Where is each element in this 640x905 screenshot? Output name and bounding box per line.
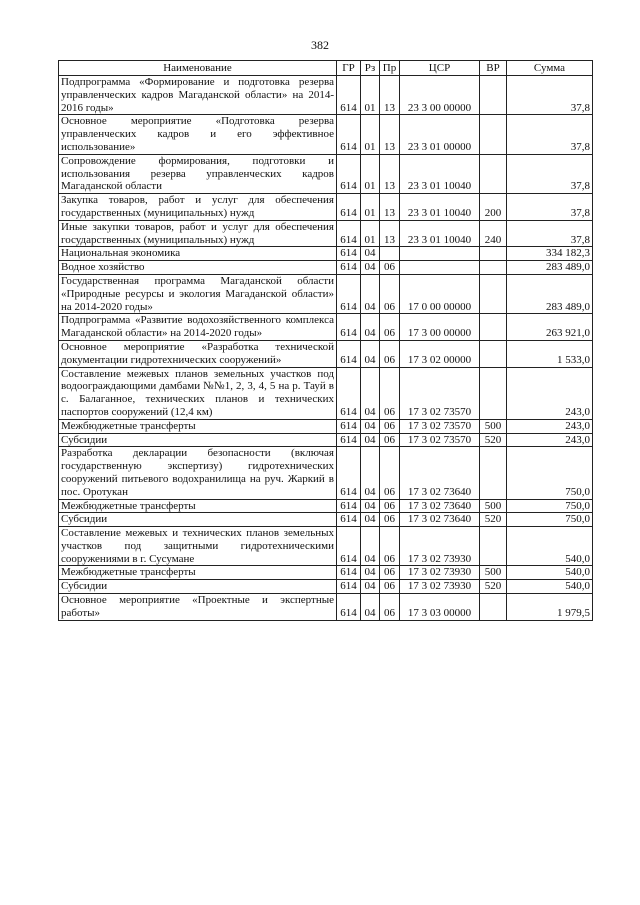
- table-row: [59, 580, 593, 594]
- cell-gr: 614: [337, 76, 361, 115]
- table-row: [59, 367, 593, 419]
- cell-name: Основное мероприятие «Разработка технической документации гидротехнических сооружений»: [59, 340, 337, 367]
- cell-pr: 06: [380, 340, 400, 367]
- cell-pr: 06: [380, 513, 400, 527]
- header-gr: ГР: [337, 61, 361, 76]
- cell-vr: 500: [480, 499, 507, 513]
- cell-sum: 540,0: [507, 527, 593, 566]
- cell-name: Составление межевых и технических планов земельных участков под защитными гидротехническими сооружениями в г. Сусумане: [59, 527, 337, 566]
- cell-rz: 04: [361, 499, 380, 513]
- table-body: [59, 76, 593, 621]
- cell-name: Составление межевых планов земельных участков под водоограждающими дамбами №№1, 2, 3, 4, 5 на р. Тауй в с. Балаганное, технических планов и технических паспортов сооружений (12,4 км): [59, 367, 337, 419]
- cell-sum: 37,8: [507, 115, 593, 154]
- cell-vr: [480, 527, 507, 566]
- header-rz: Рз: [361, 61, 380, 76]
- cell-name: Закупка товаров, работ и услуг для обеспечения государственных (муниципальных) нужд: [59, 194, 337, 221]
- cell-rz: 04: [361, 594, 380, 621]
- cell-sum: 283 489,0: [507, 274, 593, 313]
- cell-sum: 263 921,0: [507, 314, 593, 341]
- cell-vr: [480, 247, 507, 261]
- cell-rz: 01: [361, 154, 380, 193]
- cell-gr: 614: [337, 314, 361, 341]
- cell-csr: 23 3 01 10040: [400, 220, 480, 247]
- table-row: [59, 314, 593, 341]
- cell-rz: 04: [361, 566, 380, 580]
- cell-rz: 04: [361, 433, 380, 447]
- cell-gr: 614: [337, 340, 361, 367]
- cell-gr: 614: [337, 367, 361, 419]
- cell-csr: 17 3 02 73930: [400, 566, 480, 580]
- cell-pr: 06: [380, 314, 400, 341]
- cell-gr: 614: [337, 527, 361, 566]
- cell-name: Подпрограмма «Развитие водохозяйственного комплекса Магаданской области» на 2014-2020 годы»: [59, 314, 337, 341]
- cell-csr: 17 3 02 73570: [400, 419, 480, 433]
- cell-csr: 17 3 02 73640: [400, 513, 480, 527]
- cell-csr: 17 3 02 73570: [400, 433, 480, 447]
- table-row: [59, 76, 593, 115]
- cell-gr: 614: [337, 274, 361, 313]
- cell-sum: 243,0: [507, 419, 593, 433]
- cell-sum: 540,0: [507, 580, 593, 594]
- cell-vr: 500: [480, 419, 507, 433]
- cell-sum: 750,0: [507, 499, 593, 513]
- cell-name: Межбюджетные трансферты: [59, 499, 337, 513]
- cell-pr: [380, 247, 400, 261]
- cell-rz: 04: [361, 314, 380, 341]
- cell-csr: 17 3 02 73930: [400, 580, 480, 594]
- cell-name: Субсидии: [59, 433, 337, 447]
- cell-rz: 04: [361, 419, 380, 433]
- table-row: [59, 340, 593, 367]
- table-row: [59, 433, 593, 447]
- cell-name: Иные закупки товаров, работ и услуг для обеспечения государственных (муниципальных) нужд: [59, 220, 337, 247]
- cell-rz: 04: [361, 580, 380, 594]
- cell-sum: 37,8: [507, 76, 593, 115]
- cell-name: Субсидии: [59, 513, 337, 527]
- cell-sum: 243,0: [507, 367, 593, 419]
- table-row: [59, 194, 593, 221]
- table-row: [59, 274, 593, 313]
- cell-pr: 06: [380, 261, 400, 275]
- cell-sum: 540,0: [507, 566, 593, 580]
- cell-name: Подпрограмма «Формирование и подготовка резерва управленческих кадров Магаданской области» на 2014-2016 годы»: [59, 76, 337, 115]
- cell-pr: 13: [380, 194, 400, 221]
- header-vr: ВР: [480, 61, 507, 76]
- table-row: [59, 594, 593, 621]
- table-row: [59, 154, 593, 193]
- cell-gr: 614: [337, 115, 361, 154]
- cell-gr: 614: [337, 220, 361, 247]
- table-row: [59, 566, 593, 580]
- cell-vr: 500: [480, 566, 507, 580]
- cell-csr: 17 3 03 00000: [400, 594, 480, 621]
- header-csr: ЦСР: [400, 61, 480, 76]
- cell-pr: 13: [380, 220, 400, 247]
- cell-csr: 23 3 01 10040: [400, 194, 480, 221]
- cell-vr: 520: [480, 433, 507, 447]
- cell-pr: 13: [380, 76, 400, 115]
- table-row: [59, 115, 593, 154]
- cell-csr: 23 3 01 00000: [400, 115, 480, 154]
- cell-vr: [480, 340, 507, 367]
- cell-csr: 23 3 01 10040: [400, 154, 480, 193]
- cell-sum: 37,8: [507, 194, 593, 221]
- cell-vr: [480, 115, 507, 154]
- cell-sum: 750,0: [507, 447, 593, 499]
- table-row: [59, 513, 593, 527]
- cell-csr: [400, 261, 480, 275]
- cell-pr: 06: [380, 499, 400, 513]
- cell-csr: 23 3 00 00000: [400, 76, 480, 115]
- table-row: [59, 447, 593, 499]
- cell-rz: 04: [361, 261, 380, 275]
- cell-gr: 614: [337, 154, 361, 193]
- cell-vr: [480, 76, 507, 115]
- cell-sum: 37,8: [507, 154, 593, 193]
- table-row: [59, 527, 593, 566]
- cell-csr: 17 3 02 73570: [400, 367, 480, 419]
- cell-rz: 04: [361, 247, 380, 261]
- cell-vr: [480, 154, 507, 193]
- cell-vr: 240: [480, 220, 507, 247]
- cell-sum: 334 182,3: [507, 247, 593, 261]
- cell-gr: 614: [337, 594, 361, 621]
- cell-pr: 06: [380, 594, 400, 621]
- cell-rz: 04: [361, 527, 380, 566]
- cell-csr: [400, 247, 480, 261]
- table-row: [59, 220, 593, 247]
- cell-vr: 200: [480, 194, 507, 221]
- cell-vr: [480, 447, 507, 499]
- table-header-row: [59, 61, 593, 76]
- cell-pr: 06: [380, 447, 400, 499]
- cell-pr: 06: [380, 433, 400, 447]
- cell-gr: 614: [337, 580, 361, 594]
- cell-pr: 13: [380, 115, 400, 154]
- cell-rz: 01: [361, 194, 380, 221]
- cell-pr: 13: [380, 154, 400, 193]
- cell-csr: 17 3 00 00000: [400, 314, 480, 341]
- cell-gr: 614: [337, 194, 361, 221]
- cell-csr: 17 0 00 00000: [400, 274, 480, 313]
- cell-sum: 1 533,0: [507, 340, 593, 367]
- cell-pr: 06: [380, 367, 400, 419]
- cell-sum: 37,8: [507, 220, 593, 247]
- cell-gr: 614: [337, 419, 361, 433]
- cell-rz: 04: [361, 513, 380, 527]
- cell-rz: 04: [361, 447, 380, 499]
- cell-name: Водное хозяйство: [59, 261, 337, 275]
- cell-rz: 04: [361, 340, 380, 367]
- cell-gr: 614: [337, 261, 361, 275]
- cell-rz: 01: [361, 220, 380, 247]
- cell-name: Основное мероприятие «Проектные и экспертные работы»: [59, 594, 337, 621]
- cell-pr: 06: [380, 566, 400, 580]
- cell-name: Национальная экономика: [59, 247, 337, 261]
- cell-pr: 06: [380, 527, 400, 566]
- cell-vr: [480, 594, 507, 621]
- cell-rz: 04: [361, 367, 380, 419]
- cell-sum: 1 979,5: [507, 594, 593, 621]
- cell-name: Межбюджетные трансферты: [59, 419, 337, 433]
- header-pr: Пр: [380, 61, 400, 76]
- cell-sum: 750,0: [507, 513, 593, 527]
- cell-gr: 614: [337, 433, 361, 447]
- cell-name: Межбюджетные трансферты: [59, 566, 337, 580]
- page-number: 382: [311, 38, 329, 52]
- cell-csr: 17 3 02 73930: [400, 527, 480, 566]
- cell-sum: 283 489,0: [507, 261, 593, 275]
- cell-vr: [480, 314, 507, 341]
- cell-gr: 614: [337, 247, 361, 261]
- cell-pr: 06: [380, 274, 400, 313]
- cell-vr: 520: [480, 513, 507, 527]
- cell-pr: 06: [380, 419, 400, 433]
- cell-name: Сопровождение формирования, подготовки и использования резерва управленческих кадров Магаданской области: [59, 154, 337, 193]
- table-row: [59, 247, 593, 261]
- table-row: [59, 261, 593, 275]
- cell-csr: 17 3 02 00000: [400, 340, 480, 367]
- cell-name: Основное мероприятие «Подготовка резерва управленческих кадров и его эффективное использование»: [59, 115, 337, 154]
- cell-vr: [480, 261, 507, 275]
- cell-pr: 06: [380, 580, 400, 594]
- header-name: Наименование: [59, 61, 337, 76]
- cell-rz: 01: [361, 76, 380, 115]
- cell-csr: 17 3 02 73640: [400, 499, 480, 513]
- table-row: [59, 419, 593, 433]
- cell-name: Государственная программа Магаданской области «Природные ресурсы и экология Магаданской области» на 2014-2020 годы»: [59, 274, 337, 313]
- cell-gr: 614: [337, 447, 361, 499]
- cell-gr: 614: [337, 566, 361, 580]
- cell-csr: 17 3 02 73640: [400, 447, 480, 499]
- cell-sum: 243,0: [507, 433, 593, 447]
- cell-rz: 04: [361, 274, 380, 313]
- cell-name: Субсидии: [59, 580, 337, 594]
- cell-vr: [480, 274, 507, 313]
- cell-vr: 520: [480, 580, 507, 594]
- budget-table: [58, 60, 593, 621]
- cell-rz: 01: [361, 115, 380, 154]
- cell-name: Разработка декларации безопасности (включая государственную экспертизу) гидротехнических сооружений питьевого водохранилища на руч. Жаркий в пос. Оротукан: [59, 447, 337, 499]
- cell-gr: 614: [337, 499, 361, 513]
- cell-gr: 614: [337, 513, 361, 527]
- cell-vr: [480, 367, 507, 419]
- header-sum: Сумма: [507, 61, 593, 76]
- table-row: [59, 499, 593, 513]
